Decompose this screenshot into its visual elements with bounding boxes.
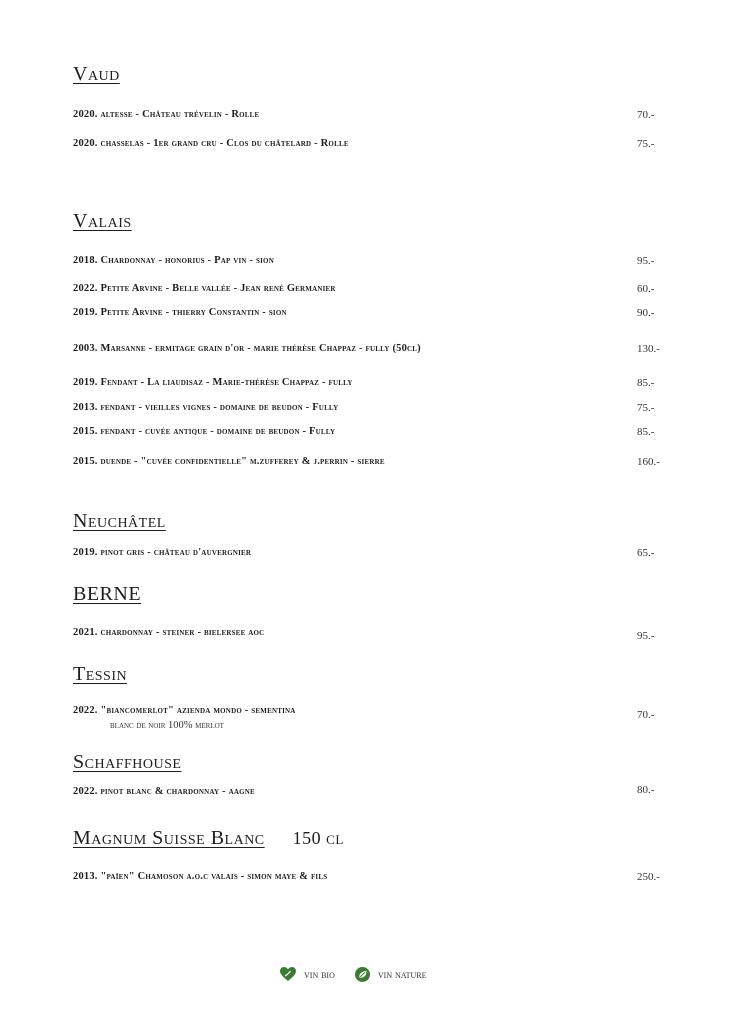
wine-row	[73, 786, 663, 800]
wine-row	[73, 138, 663, 152]
legend-item-bio	[280, 967, 335, 982]
wine-price: 90.-	[637, 307, 655, 319]
bottle-size-note: 150 cl	[292, 828, 344, 848]
wine-row	[73, 547, 663, 561]
leaf-circle-icon	[355, 967, 370, 982]
wine-price: 95.-	[637, 255, 655, 267]
wine-description: 2015. duende - "cuvée confidentielle" m.zufferey & j.perrin - sierre	[73, 456, 385, 467]
wine-row	[73, 255, 663, 269]
section-title-vaud	[73, 62, 120, 86]
wine-description: 2022. "biancomerlot" azienda mondo - sementina	[73, 705, 296, 716]
wine-description: 2019. Fendant - La liaudisaz - Marie-thérèse Chappaz - fully	[73, 377, 353, 388]
wine-price: 70.-	[637, 109, 655, 121]
wine-description: 2003. Marsanne - ermitage grain d'or - marie thérèse Chappaz - fully (50cl)	[73, 343, 421, 354]
wine-row	[73, 109, 663, 123]
legend	[280, 967, 443, 983]
wine-row	[73, 402, 663, 416]
wine-description: 2020. altesse - Château trévelin - Rolle	[73, 109, 260, 120]
wine-row	[73, 426, 663, 440]
wine-price: 95.-	[637, 630, 655, 642]
wine-price: 65.-	[637, 547, 655, 559]
legend-label-bio: vin bio	[304, 968, 335, 981]
wine-price: 80.-	[637, 784, 655, 796]
wine-price: 250.-	[637, 871, 660, 883]
section-title-text: Tessin	[73, 663, 128, 685]
wine-description: 2022. pinot blanc & chardonnay - aagne	[73, 786, 255, 797]
section-title-text: Neuchâtel	[73, 510, 166, 532]
wine-row	[73, 307, 663, 321]
wine-description: 2022. Petite Arvine - Belle vallée - Jean rené Germanier	[73, 283, 336, 294]
wine-description: 2021. chardonnay - steiner - bielersee aoc	[73, 627, 265, 638]
section-title-berne	[73, 582, 141, 606]
wine-price: 85.-	[637, 377, 655, 389]
wine-description: 2013. "païen" Chamoson a.o.c valais - simon maye & fils	[73, 871, 328, 882]
wine-price: 130.-	[637, 343, 660, 355]
wine-description: 2013. fendant - vieilles vignes - domaine de beudon - Fully	[73, 402, 339, 413]
section-title-tessin	[73, 662, 127, 686]
section-title-text: Vaud	[73, 63, 120, 85]
section-title-text: Schaffhouse	[73, 751, 182, 773]
legend-item-nature	[355, 967, 427, 982]
wine-price: 160.-	[637, 456, 660, 468]
section-title-neuchatel	[73, 509, 166, 533]
wine-row	[73, 343, 663, 357]
wine-row	[73, 705, 663, 731]
section-title-text: Magnum Suisse Blanc	[73, 827, 265, 849]
wine-price: 75.-	[637, 138, 655, 150]
legend-label-nature: vin nature	[377, 968, 427, 981]
wine-description: 2019. pinot gris - château d'auvergnier	[73, 547, 252, 558]
wine-subtitle: blanc de noir 100% merlot	[110, 720, 224, 731]
section-title-magnum	[73, 826, 344, 850]
wine-price: 85.-	[637, 426, 655, 438]
section-title-text: BERNE	[73, 583, 142, 605]
section-title-valais	[73, 209, 132, 233]
wine-row	[73, 871, 663, 885]
wine-description: 2020. chasselas - 1er grand cru - Clos du châtelard - Rolle	[73, 138, 349, 149]
heart-leaf-icon	[280, 967, 296, 982]
wine-row	[73, 627, 663, 641]
wine-price: 70.-	[637, 709, 655, 721]
section-title-schaffhouse	[73, 750, 181, 774]
wine-price: 75.-	[637, 402, 655, 414]
wine-row	[73, 377, 663, 391]
section-title-text: Valais	[73, 210, 132, 232]
wine-description: 2018. Chardonnay - honorius - Pap vin - sion	[73, 255, 274, 266]
wine-description: 2015. fendant - cuvée antique - domaine de beudon - Fully	[73, 426, 336, 437]
wine-description: 2019. Petite Arvine - thierry Constantin - sion	[73, 307, 287, 318]
wine-row	[73, 283, 663, 297]
wine-row	[73, 456, 663, 470]
wine-price: 60.-	[637, 283, 655, 295]
